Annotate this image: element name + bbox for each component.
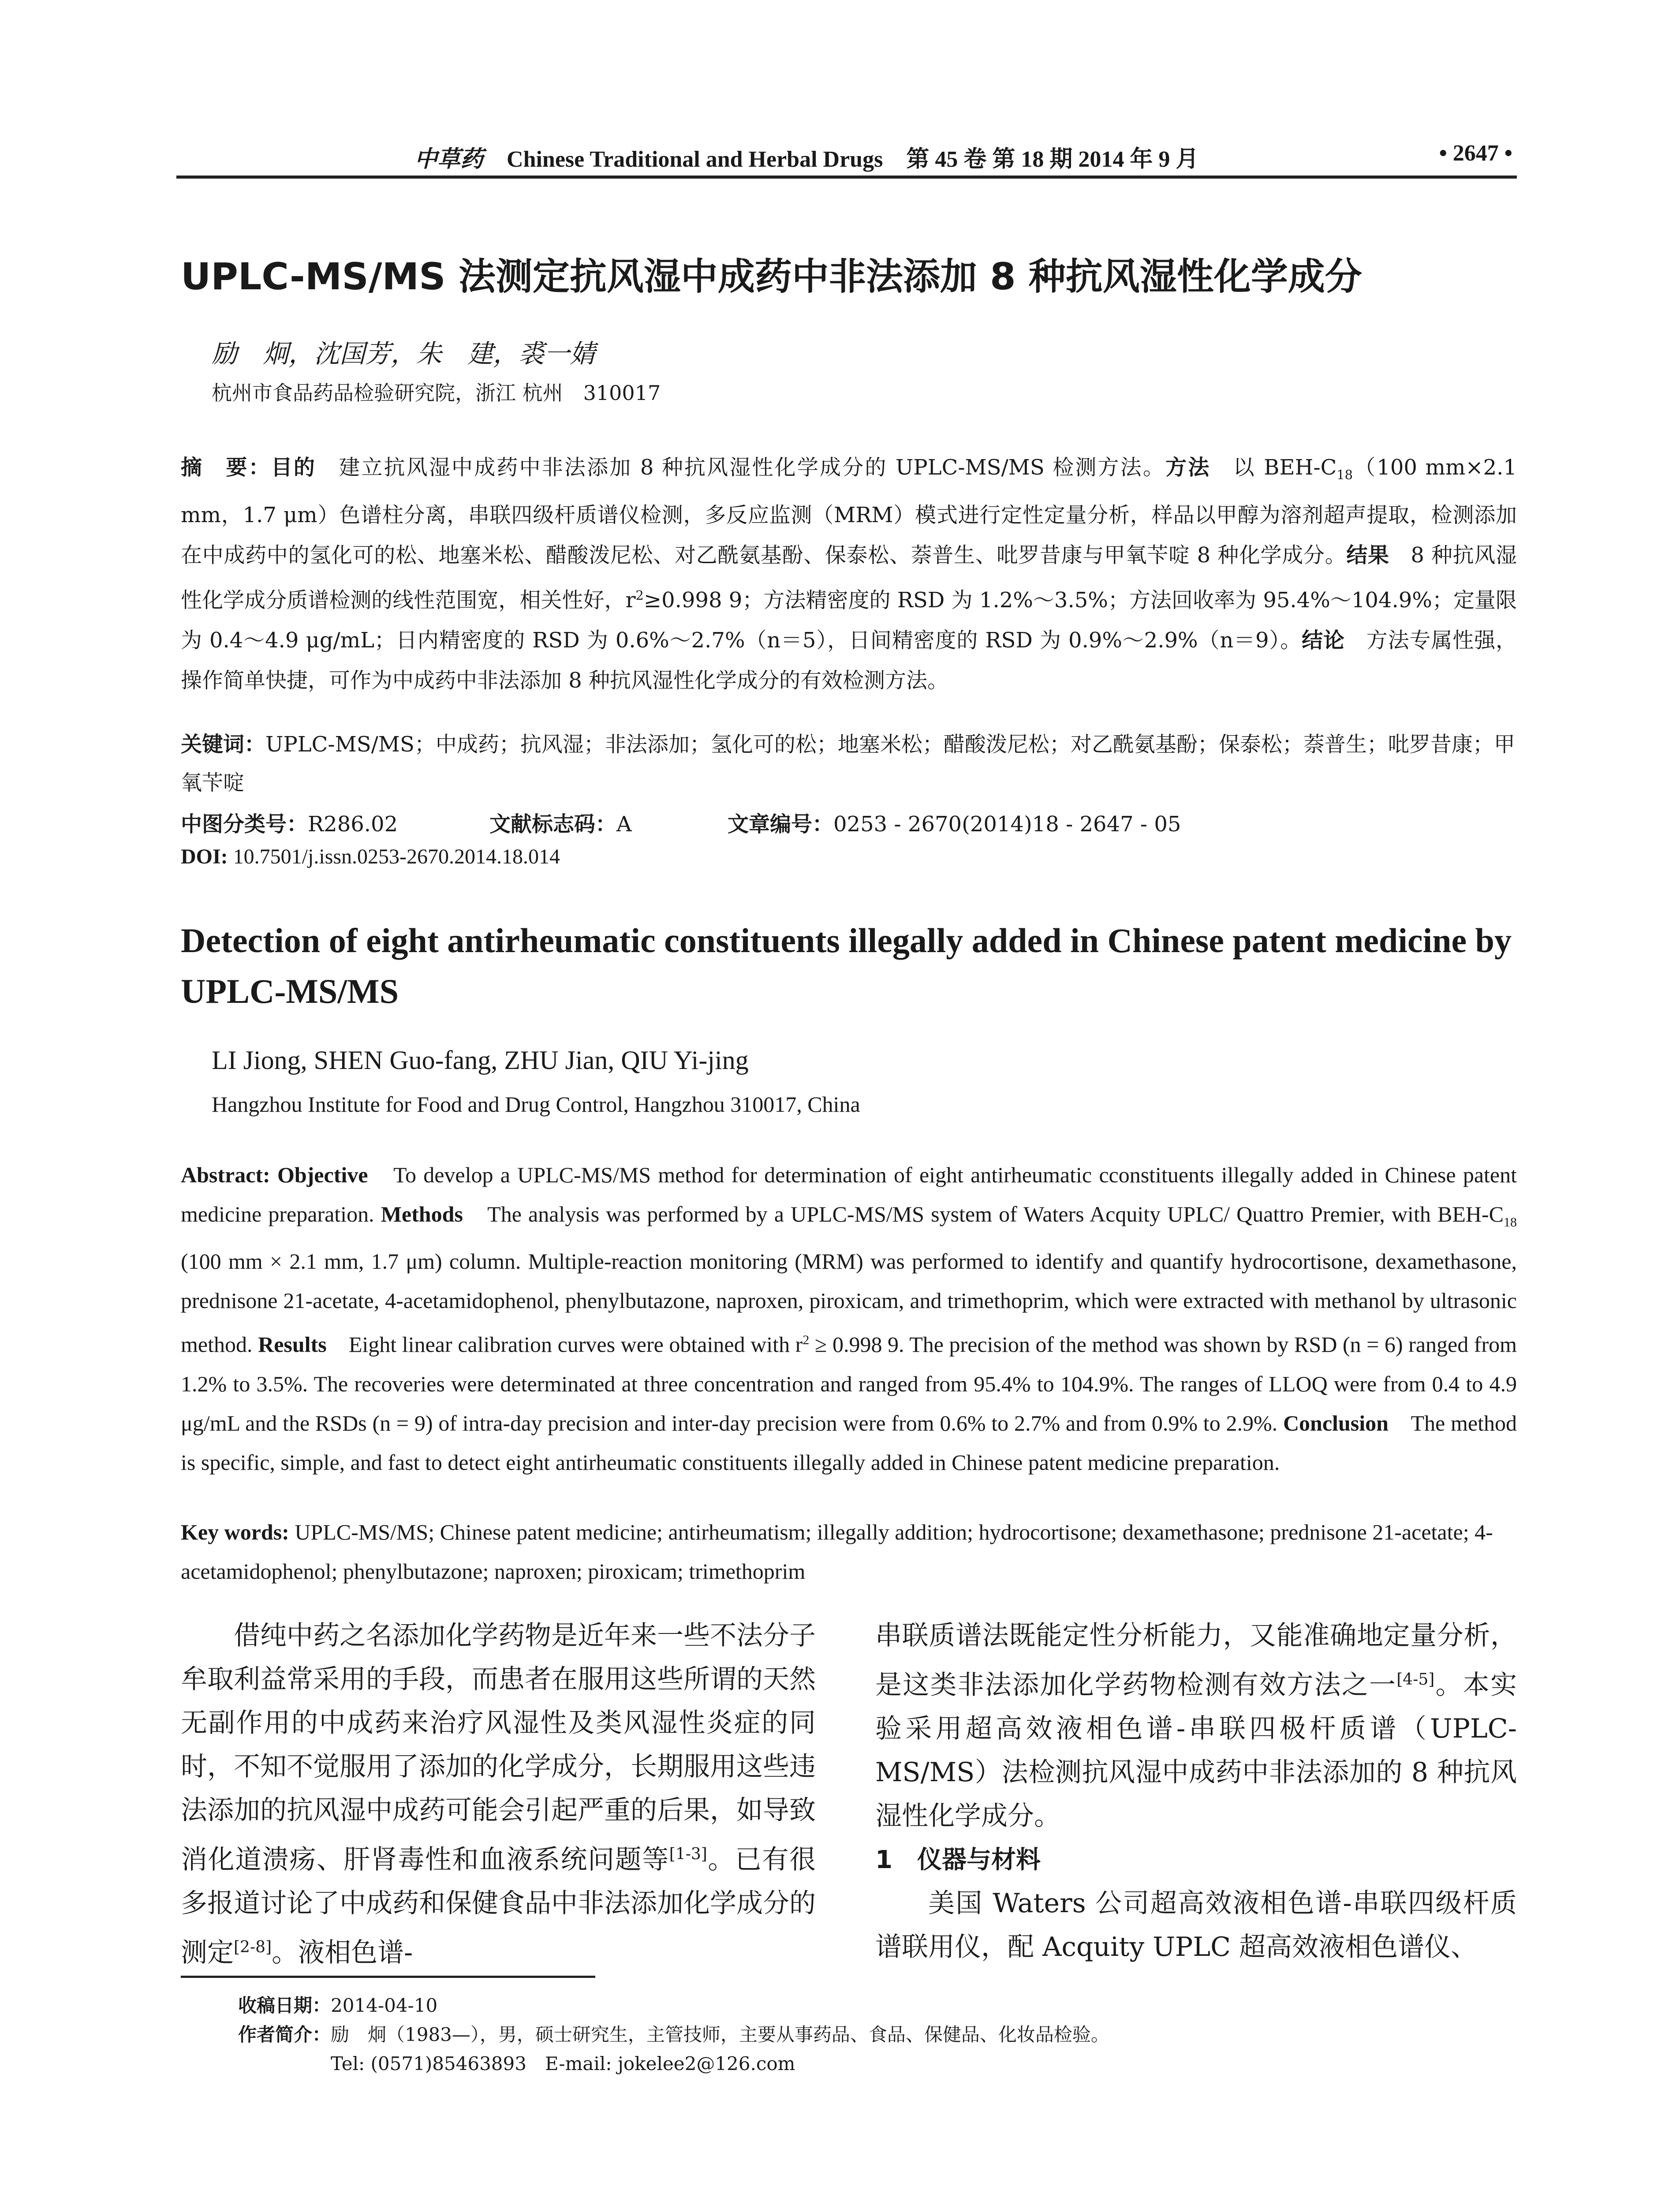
cn-conclusion-text: 方法专属性强，操作简单快捷，可作为中成药中非法添加 8 种抗风湿性化学成分的有效检测方法。 bbox=[181, 628, 1517, 693]
cn-keywords-text: UPLC-MS/MS；中成药；抗风湿；非法添加；氢化可的松；地塞米松；醋酸泼尼松；对乙酰氨基酚；保泰松；萘普生；吡罗昔康；甲氧苄啶 bbox=[181, 732, 1515, 795]
en-keywords-label: Key words: bbox=[181, 1520, 289, 1544]
en-results-label: Results bbox=[258, 1332, 327, 1357]
journal-logo: 中草药 bbox=[414, 147, 484, 172]
journal-name: Chinese Traditional and Herbal Drugs bbox=[507, 147, 883, 172]
en-methods-sub: 18 bbox=[1504, 1215, 1517, 1230]
author-contact: Tel: (0571)85463893 E-mail: jokelee2@126.com bbox=[331, 2053, 795, 2074]
en-conclusion-text: The method is specific, simple, and fast to detect eight antirheumatic constituents illegally added in Chinese patent medicine preparation. bbox=[181, 1410, 1517, 1475]
cn-methods-text-2: （100 mm×2.1 mm，1.7 μm）色谱柱分离，串联四级杆质谱仪检测，多反应监测（MRM）模式进行定性定量分析，样品以甲醇为溶剂超声提取，检测添加在中成药中的氢化可的松、地塞米松、醋酸泼尼松、对乙酰氨基酚、保泰松、萘普生、吡罗昔康与甲氧苄啶 8 种化学成分。 bbox=[181, 455, 1517, 568]
body-left-text-3: 。液相色谱- bbox=[272, 1937, 413, 1968]
cn-methods-label: 方法 bbox=[1165, 455, 1211, 480]
cn-conclusion-label: 结论 bbox=[1302, 628, 1345, 653]
body-right-paragraph-2: 美国 Waters 公司超高效液相色谱-串联四级杆质谱联用仪，配 Acquity UPLC 超高效液相色谱仪、 bbox=[875, 1888, 1517, 1962]
article-no-label: 文章编号： bbox=[728, 812, 834, 837]
en-abstract bbox=[181, 1155, 1517, 1482]
page-number: • 2647 • bbox=[1439, 141, 1512, 166]
en-results-text-2: ≥ 0.998 9. The precision of the method was shown by RSD (n = 6) ranged from 1.2% to 3.5%. The recoveries were determinated at three concentration and ranged from 95.4% to 104.9%. The ranges of LLOQ were from 0.4 to 4.9 μg/mL and the RSDs (n = 9) of intra-day precision and inter-day precision were from 0.6% to 2.7% and from 0.9% to 2.9%. bbox=[181, 1332, 1517, 1435]
doi-label: DOI: bbox=[181, 845, 228, 868]
citation-2-8: [2-8] bbox=[234, 1938, 272, 1956]
body-left-text: 借纯中药之名添加化学药物是近年来一些不法分子牟取利益常采用的手段，而患者在服用这些所谓的天然无副作用的中成药来治疗风湿性及类风湿性炎症的同时，不知不觉服用了添加的化学成分，长期服用这些违法添加的抗风湿中成药可能会引起严重的后果，如导致消化道溃疡、肝肾毒性和血液系统问题等 bbox=[181, 1620, 816, 1875]
clc-value: R286.02 bbox=[308, 812, 398, 837]
section-heading-1: 1 仪器与材料 bbox=[875, 1846, 1041, 1874]
classification-row bbox=[181, 807, 1181, 837]
cn-keywords bbox=[181, 725, 1517, 802]
header-rule bbox=[176, 176, 1517, 179]
en-title: Detection of eight antirheumatic constituents illegally added in Chinese patent medicine by UPLC-MS/MS bbox=[181, 921, 1512, 1010]
doi bbox=[181, 845, 560, 869]
en-authors: LI Jiong, SHEN Guo-fang, ZHU Jian, QIU Yi-jing bbox=[212, 1046, 749, 1075]
article-no-cell bbox=[728, 807, 1181, 837]
en-methods-text: The analysis was performed by a UPLC-MS/MS system of Waters Acquity UPLC/ Quattro Premier, with BEH-C bbox=[463, 1202, 1504, 1226]
en-affiliation: Hangzhou Institute for Food and Drug Control, Hangzhou 310017, China bbox=[212, 1092, 860, 1117]
cn-results-label: 结果 bbox=[1346, 542, 1389, 568]
en-conclusion-label: Conclusion bbox=[1283, 1410, 1389, 1435]
doc-code-value: A bbox=[616, 812, 632, 837]
cn-title: UPLC-MS/MS 法测定抗风湿中成药中非法添加 8 种抗风湿性化学成分 bbox=[181, 255, 1362, 298]
doi-value: 10.7501/j.issn.0253-2670.2014.18.014 bbox=[233, 845, 560, 868]
cn-results-text: 8 种抗风湿性化学成分质谱检测的线性范围宽，相关性好，r bbox=[181, 542, 1517, 613]
issue-info: 第 45 卷 第 18 期 2014 年 9 月 bbox=[906, 147, 1199, 172]
journal-header bbox=[414, 140, 1198, 173]
cn-abstract-label: 摘 要： bbox=[181, 455, 271, 480]
en-abstract-label: Abstract: Objective bbox=[181, 1162, 368, 1187]
received-label: 收稿日期： bbox=[238, 1995, 331, 2016]
article-no-value: 0253 - 2670(2014)18 - 2647 - 05 bbox=[833, 812, 1181, 837]
cn-affiliation: 杭州市食品药品检验研究院，浙江 杭州 310017 bbox=[212, 381, 661, 405]
doc-code-label: 文献标志码： bbox=[489, 812, 617, 837]
cn-objective-label: 目的 bbox=[271, 455, 317, 480]
cn-results-text-2: ≥0.998 9；方法精密度的 RSD 为 1.2%～3.5%；方法回收率为 95.4%～104.9%；定量限为 0.4～4.9 μg/mL；日内精密度的 RSD 为 0.6%～2.7%（n＝5），日间精密度的 RSD 为 0.9%～2.9%（n＝9）。 bbox=[181, 587, 1517, 653]
en-keywords-text: UPLC-MS/MS; Chinese patent medicine; antirheumatism; illegally addition; hydrocortisone; dexamethasone; prednisone 21-acetate; 4-acetamidophenol; phenylbutazone; naproxen; piroxicam; trimethoprim bbox=[181, 1520, 1493, 1584]
body-column-right bbox=[875, 1614, 1517, 1969]
en-results-sup: 2 bbox=[803, 1333, 810, 1347]
en-keywords bbox=[181, 1513, 1517, 1591]
cn-keywords-label: 关键词： bbox=[181, 732, 266, 757]
cn-authors: 励 炯，沈国芳，朱 建，裘一婧 bbox=[212, 339, 596, 369]
footnote-rule bbox=[181, 1976, 595, 1978]
received-value: 2014-04-10 bbox=[331, 1995, 438, 2016]
author-bio-label: 作者简介： bbox=[238, 2024, 331, 2045]
clc-cell bbox=[181, 807, 489, 837]
author-bio bbox=[238, 2020, 1109, 2049]
received-date bbox=[238, 1991, 1109, 2020]
en-methods-text-2: (100 mm × 2.1 mm, 1.7 μm) column. Multiple-reaction monitoring (MRM) was performed to identify and quantify hydrocortisone, dexamethasone, prednisone 21-acetate, 4-acetamidophenol, phenylbutazone, naproxen, piroxicam, and trimethoprim, which were extracted with methanol by ultrasonic method. bbox=[181, 1249, 1517, 1357]
citation-4-5: [4-5] bbox=[1396, 1671, 1435, 1689]
cn-objective-text: 建立抗风湿中成药中非法添加 8 种抗风湿性化学成分的 UPLC-MS/MS 检测方法。 bbox=[316, 455, 1166, 480]
en-methods-label: Methods bbox=[381, 1202, 463, 1226]
footnotes bbox=[238, 1991, 1109, 2078]
cn-abstract bbox=[181, 448, 1517, 701]
body-column-left bbox=[181, 1614, 816, 1975]
cn-methods-sub: 18 bbox=[1337, 467, 1353, 482]
cn-results-sup: 2 bbox=[635, 587, 644, 603]
clc-label: 中图分类号： bbox=[181, 812, 308, 837]
body-right-text-2: 。本实验采用超高效液相色谱-串联四极杆质谱（UPLC-MS/MS）法检测抗风湿中成药中非法添加的 8 种抗风湿性化学成分。 bbox=[875, 1670, 1517, 1831]
body-right-paragraph bbox=[875, 1614, 1517, 1838]
doc-code-cell bbox=[489, 807, 728, 837]
citation-1-3: [1-3] bbox=[669, 1845, 707, 1863]
en-results-text: Eight linear calibration curves were obtained with r bbox=[326, 1332, 803, 1357]
en-objective-text: To develop a UPLC-MS/MS method for determination of eight antirheumatic cconstituents illegally added in Chinese patent medicine preparation. bbox=[181, 1162, 1517, 1226]
author-bio-value: 励 炯（1983—），男，硕士研究生，主管技师，主要从事药品、食品、保健品、化妆品检验。 bbox=[331, 2024, 1109, 2045]
cn-methods-text: 以 BEH-C bbox=[1210, 455, 1337, 480]
body-left-text-2: 。已有很多报道讨论了中成药和保健食品中非法添加化学成分的测定 bbox=[181, 1844, 816, 1968]
body-right-text: 串联质谱法既能定性分析能力，又能准确地定量分析，是这类非法添加化学药物检测有效方法之一 bbox=[875, 1620, 1517, 1700]
